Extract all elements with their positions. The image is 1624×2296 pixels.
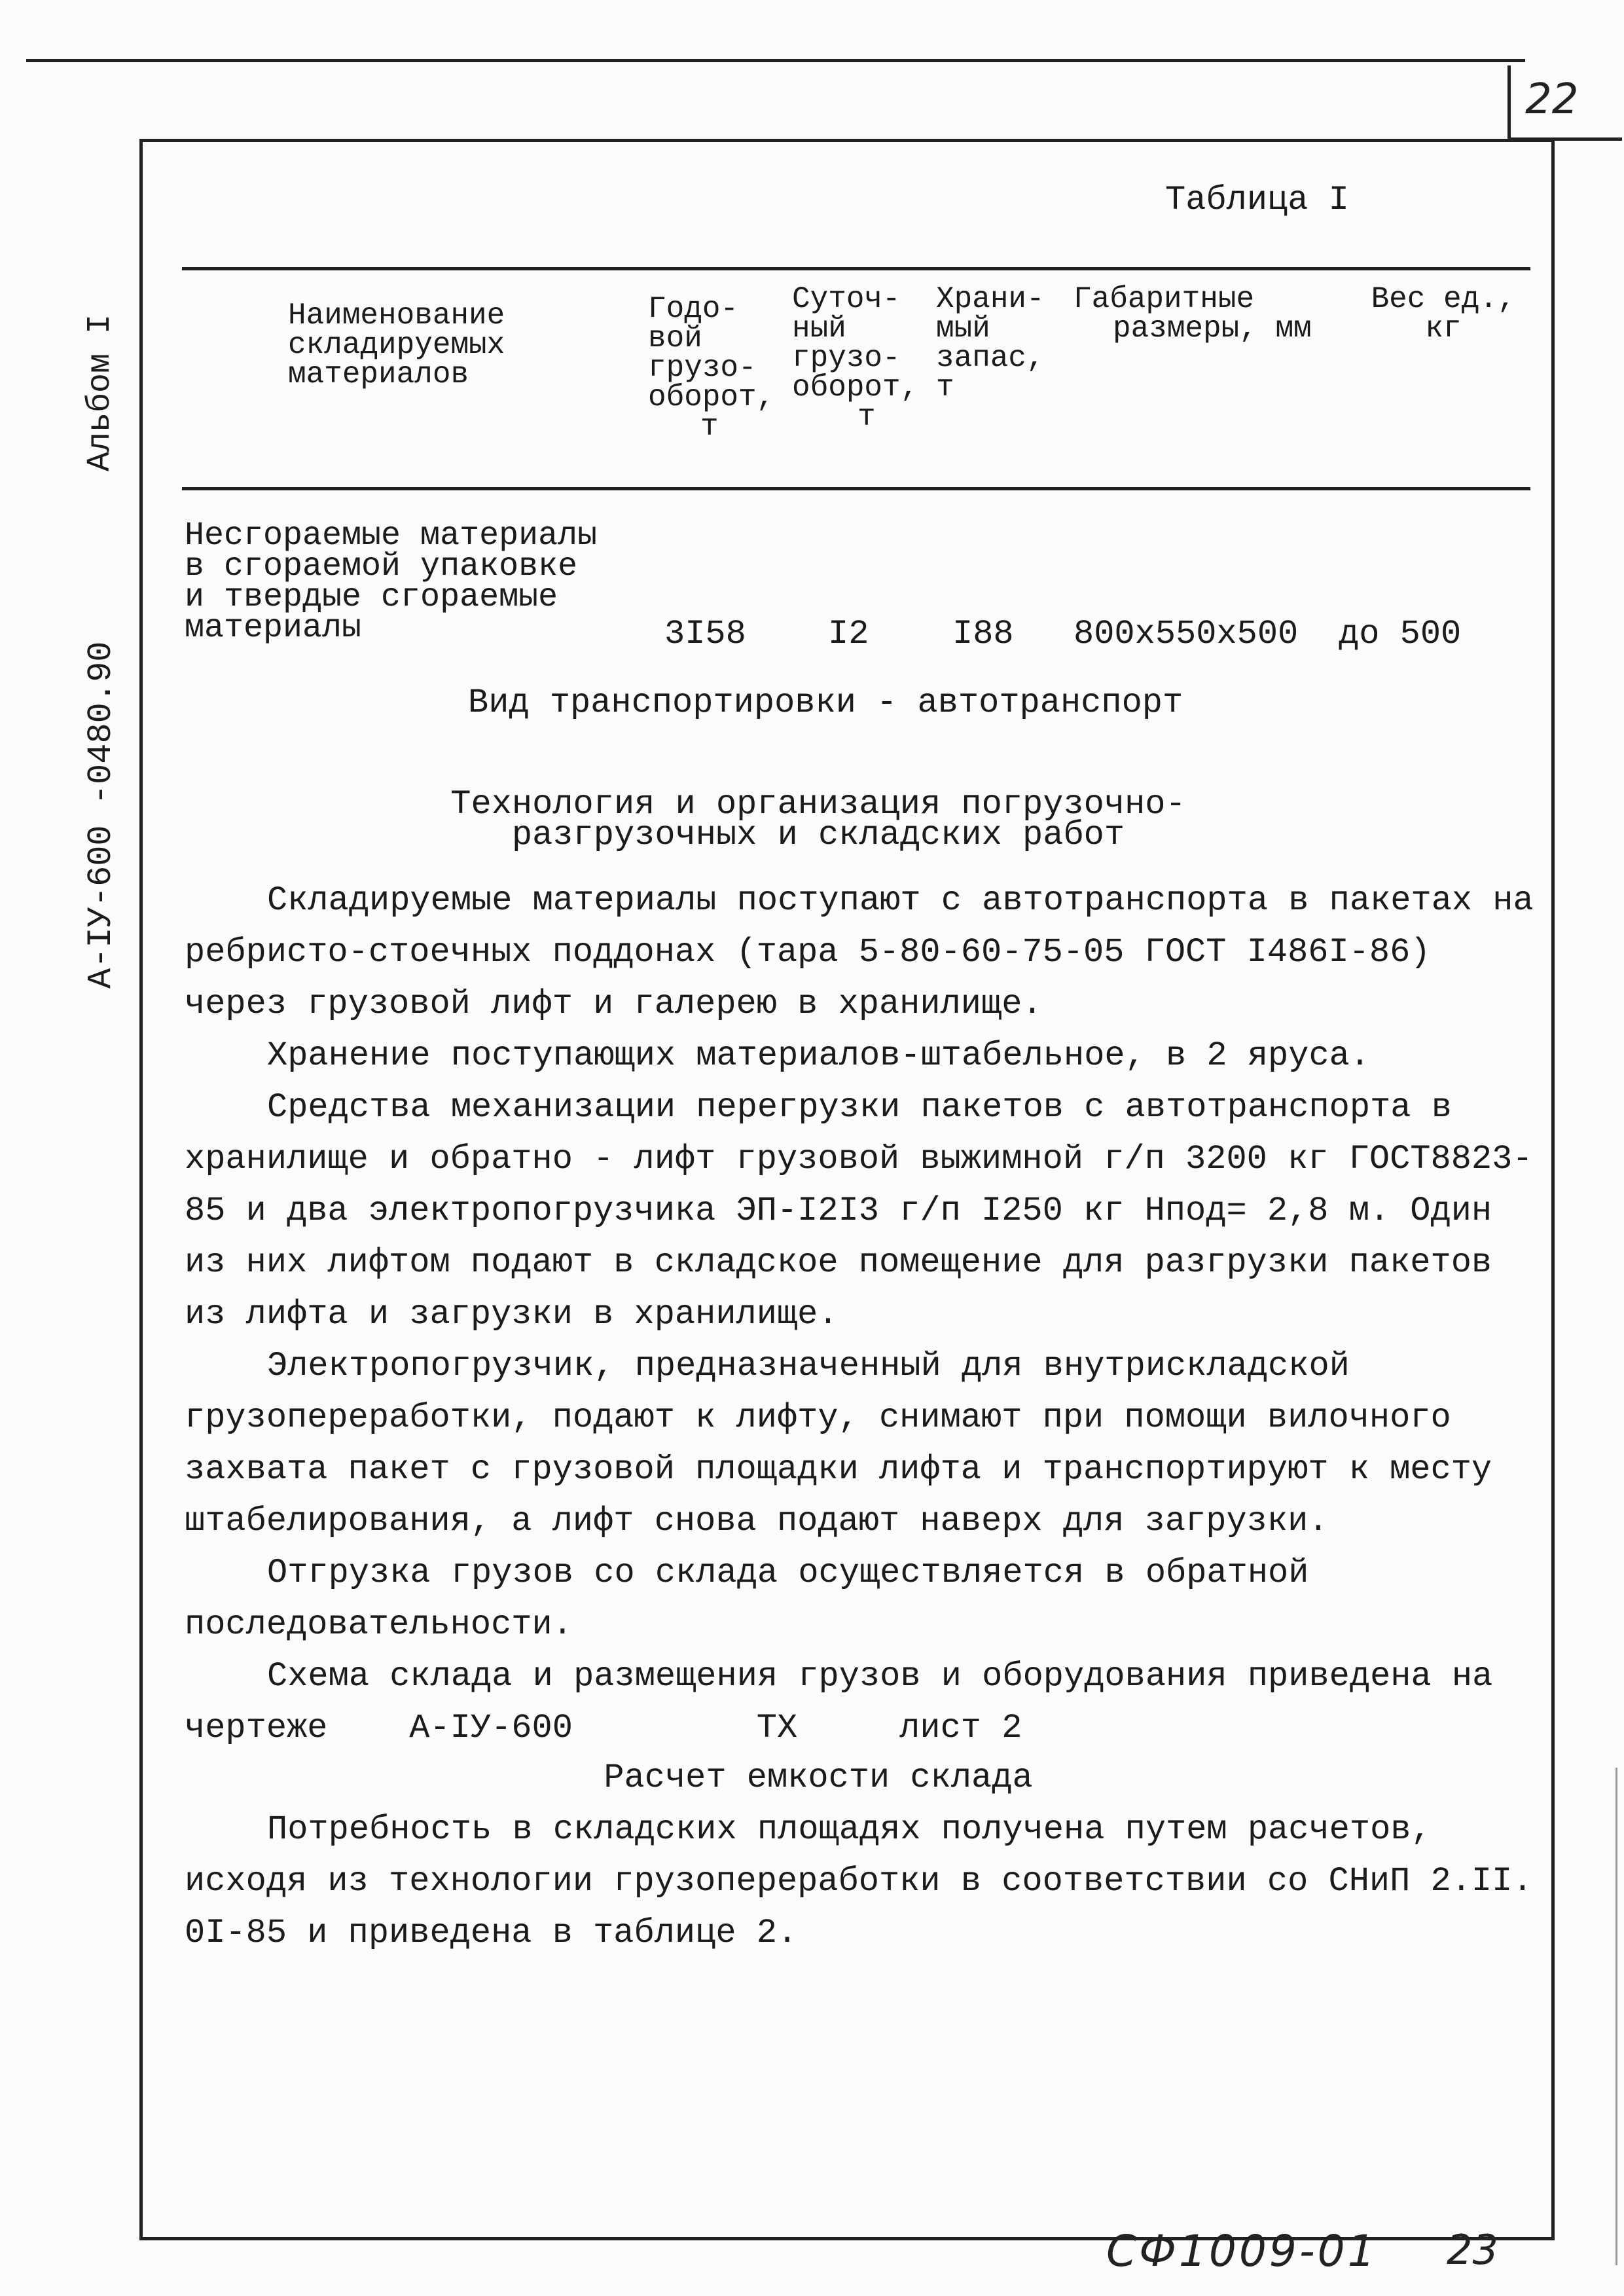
footer-page-number: 23	[1447, 2226, 1498, 2274]
paragraph: Схема склада и размещения грузов и оборудования приведена на чертеже А-IУ-600 ТХ лист 2	[185, 1657, 1513, 1747]
header-daily-turnover: Суточ- ный грузо- оборот, т	[792, 282, 919, 435]
section-title-technology: Технология и организация погрузочно- разгрузочных и складских работ	[450, 785, 1186, 854]
paragraph: Средства механизации перегрузки пакетов с автотранспорта в хранилище и обратно - лифт грузовой выжимной г/п 3200 кг ГОСТ8823-85 и два электропогрузчика ЭП-I2I3 г/п I250 кг Hпод= 2,8 м. Один из них лифтом подают в складское помещение для разгрузки пакетов из лифта и загрузки в хранилище.	[185, 1088, 1533, 1334]
row-dimensions: 800х550х500	[1074, 615, 1299, 653]
album-label: Альбом I	[82, 314, 119, 471]
row-annual-turnover: 3I58	[664, 615, 746, 653]
section-title-capacity: Расчет емкости склада	[604, 1758, 1033, 1797]
section-technology-body	[185, 875, 1546, 1754]
header-storage-stock: Храни- мый запас, т	[936, 282, 1045, 405]
paragraph: Складируемые материалы поступают с автотранспорта в пакетах на ребристо-стоечных поддонах (тара 5-80-60-75-05 ГОСТ I486I-86) через грузовой лифт и галерею в хранилище.	[185, 881, 1534, 1023]
footer-code: СФ1009-01	[1106, 2226, 1378, 2276]
transport-type: Вид транспортировки - автотранспорт	[468, 683, 1183, 722]
document-code: А-IУ-600 -0480.90	[82, 641, 120, 989]
header-name: Наименование складируемых материалов	[288, 299, 505, 392]
paragraph: Электропогрузчик, предназначенный для внутрискладской грузопереработки, подают к лифту, снимают при помощи вилочного захвата пакет с грузовой площадки лифта и транспортируют к месту штабелирования, а лифт снова подают наверх для загрузки.	[185, 1347, 1492, 1540]
page-number: 22	[1525, 75, 1579, 124]
header-dimensions: Габаритные размеры, мм	[1074, 282, 1312, 346]
row-storage-stock: I88	[952, 615, 1014, 653]
table-header-rule	[182, 487, 1530, 490]
table-top-rule	[182, 267, 1530, 270]
row-material-name: Несгораемые материалы в сгораемой упаковке и твердые сгораемые материалы	[185, 517, 598, 647]
section-capacity-body	[185, 1804, 1546, 1959]
header-unit-weight: Вес ед., кг	[1371, 282, 1516, 346]
header-annual-turnover: Годо- вой грузо- оборот, т	[648, 292, 775, 445]
row-daily-turnover: I2	[828, 615, 869, 653]
scan-edge	[1615, 1768, 1617, 2265]
paragraph: Отгрузка грузов со склада осуществляется в обратной последовательности.	[185, 1554, 1309, 1644]
top-rule	[26, 59, 1525, 62]
paragraph: Хранение поступающих материалов-штабельное, в 2 яруса.	[267, 1036, 1371, 1075]
paragraph: Потребность в складских площадях получена путем расчетов, исходя из технологии грузопереработки в соответствии со СНиП 2.II. 0I-85 и приведена в таблице 2.	[185, 1810, 1533, 1952]
table-title: Таблица I	[1165, 181, 1349, 219]
row-unit-weight: до 500	[1339, 615, 1462, 653]
